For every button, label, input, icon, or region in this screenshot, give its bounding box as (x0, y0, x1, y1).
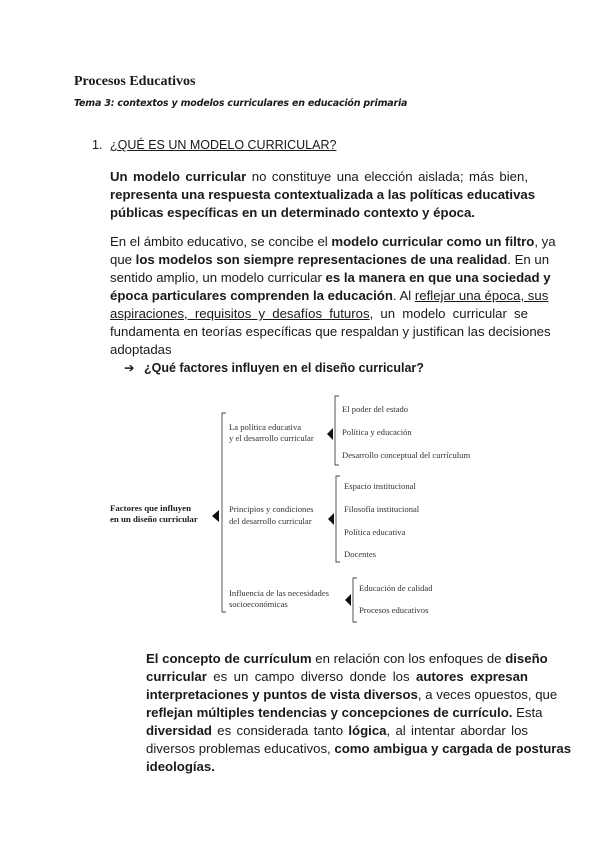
p3-bold-9: como ambigua y cargada de posturas (334, 741, 572, 756)
branch-2-bracket (336, 476, 340, 562)
branch-1-item-1: El poder del estado (342, 404, 409, 414)
branch-2-bracket-tip-icon (328, 513, 334, 525)
p2-underline-2: aspiraciones, requisitos y desafíos futuros (110, 306, 370, 321)
p1-bold-3: públicas específicas en un determinado contexto y época. (110, 205, 475, 220)
p2-text-3: que (110, 252, 136, 267)
p2-bold-2: los modelos son siempre representaciones de una realidad (135, 252, 508, 267)
p2-text-1: En el ámbito educativo, se concibe el (110, 234, 332, 249)
branch-2-item-4: Docentes (344, 549, 376, 559)
branch-3-label-line-2: socioeconómicas (229, 599, 288, 609)
diagram-root-line-1: Factores que influyen (110, 503, 191, 513)
bullet-text: ¿Qué factores influyen en el diseño curricular? (144, 361, 424, 375)
branch-2-item-2: Filosofía institucional (344, 504, 420, 514)
paragraph-curriculum-concept (146, 650, 572, 776)
branch-2-label-line-2: del desarrollo curricular (229, 516, 312, 526)
p3-bold-1: El concepto de currículum (146, 651, 312, 666)
p3-bold-2: diseño (505, 651, 548, 666)
p3-text-3: , a veces opuestos, que (417, 687, 558, 702)
document-subtitle: Tema 3: contextos y modelos curriculares en educación primaria (74, 98, 408, 109)
p3-text-4: Esta (512, 705, 543, 720)
p2-bold-1: modelo curricular como un filtro (331, 234, 535, 249)
p2-text-8: fundamenta en teorías específicas que respaldan y justifican las decisiones (110, 324, 551, 339)
p3-bold-3: curricular (146, 669, 207, 684)
p2-text-6: . Al (392, 288, 415, 303)
section-heading-text: ¿QUÉ ES UN MODELO CURRICULAR? (110, 138, 337, 152)
p3-text-2: es un campo diverso donde los (206, 669, 417, 684)
branch-3-bracket-tip-icon (345, 594, 351, 606)
root-bracket (222, 413, 226, 612)
branch-3-item-2: Procesos educativos (359, 605, 429, 615)
p3-bold-4: autores expresan (416, 669, 528, 684)
section-number: 1. (92, 138, 103, 152)
p2-underline-1: reflejar una época, sus (414, 288, 549, 303)
branch-1-label-line-2: y el desarrollo curricular (229, 433, 314, 443)
p3-text-1: en relación con los enfoques de (311, 651, 506, 666)
p2-text-9: adoptadas (110, 342, 172, 357)
branch-1-bracket (335, 396, 339, 465)
branch-3-label-line-1: Influencia de las necesidades (229, 588, 329, 598)
p1-bold-2: representa una respuesta contextualizada a las políticas educativas (110, 187, 536, 202)
p3-text-6: , al intentar abordar los (386, 723, 528, 738)
branch-2-label-line-1: Principios y condiciones (229, 504, 314, 514)
p2-bold-3: es la manera en que una sociedad y (325, 270, 551, 285)
branch-1-item-2: Política y educación (342, 427, 412, 437)
branch-2-item-3: Política educativa (344, 527, 406, 537)
branch-1-bracket-tip-icon (327, 428, 333, 440)
p2-text-4: . En un (507, 252, 550, 267)
p1-text-1: no constituye una elección aislada; más bien, (246, 169, 528, 184)
p3-bold-10: ideologías. (146, 759, 215, 774)
branch-1-item-3: Desarrollo conceptual del currículum (342, 450, 471, 460)
p3-bold-6: reflejan múltiples tendencias y concepciones de currículo. (146, 705, 513, 720)
p3-bold-8: lógica (348, 723, 387, 738)
p2-bold-4: época particulares comprenden la educación (110, 288, 393, 303)
root-bracket-tip-icon (212, 510, 219, 522)
p3-bold-7: diversidad (146, 723, 212, 738)
document-title: Procesos Educativos (74, 74, 196, 89)
p3-bold-5: interpretaciones y puntos de vista diversos (146, 687, 418, 702)
diagram-root-line-2: en un diseño curricular (110, 514, 198, 524)
p3-text-5: es considerada tanto (211, 723, 349, 738)
p3-text-7: diversos problemas educativos, (146, 741, 335, 756)
arrow-icon: ➔ (124, 361, 135, 375)
p2-text-2: , ya (534, 234, 556, 249)
branch-1-label-line-1: La política educativa (229, 422, 302, 432)
branch-3-bracket (353, 578, 357, 622)
branch-3-item-1: Educación de calidad (359, 583, 433, 593)
p1-bold-1: Un modelo curricular (110, 169, 247, 184)
p2-text-7: , un modelo curricular se (369, 306, 528, 321)
p2-text-5: sentido amplio, un modelo curricular (110, 270, 326, 285)
branch-2-item-1: Espacio institucional (344, 481, 416, 491)
